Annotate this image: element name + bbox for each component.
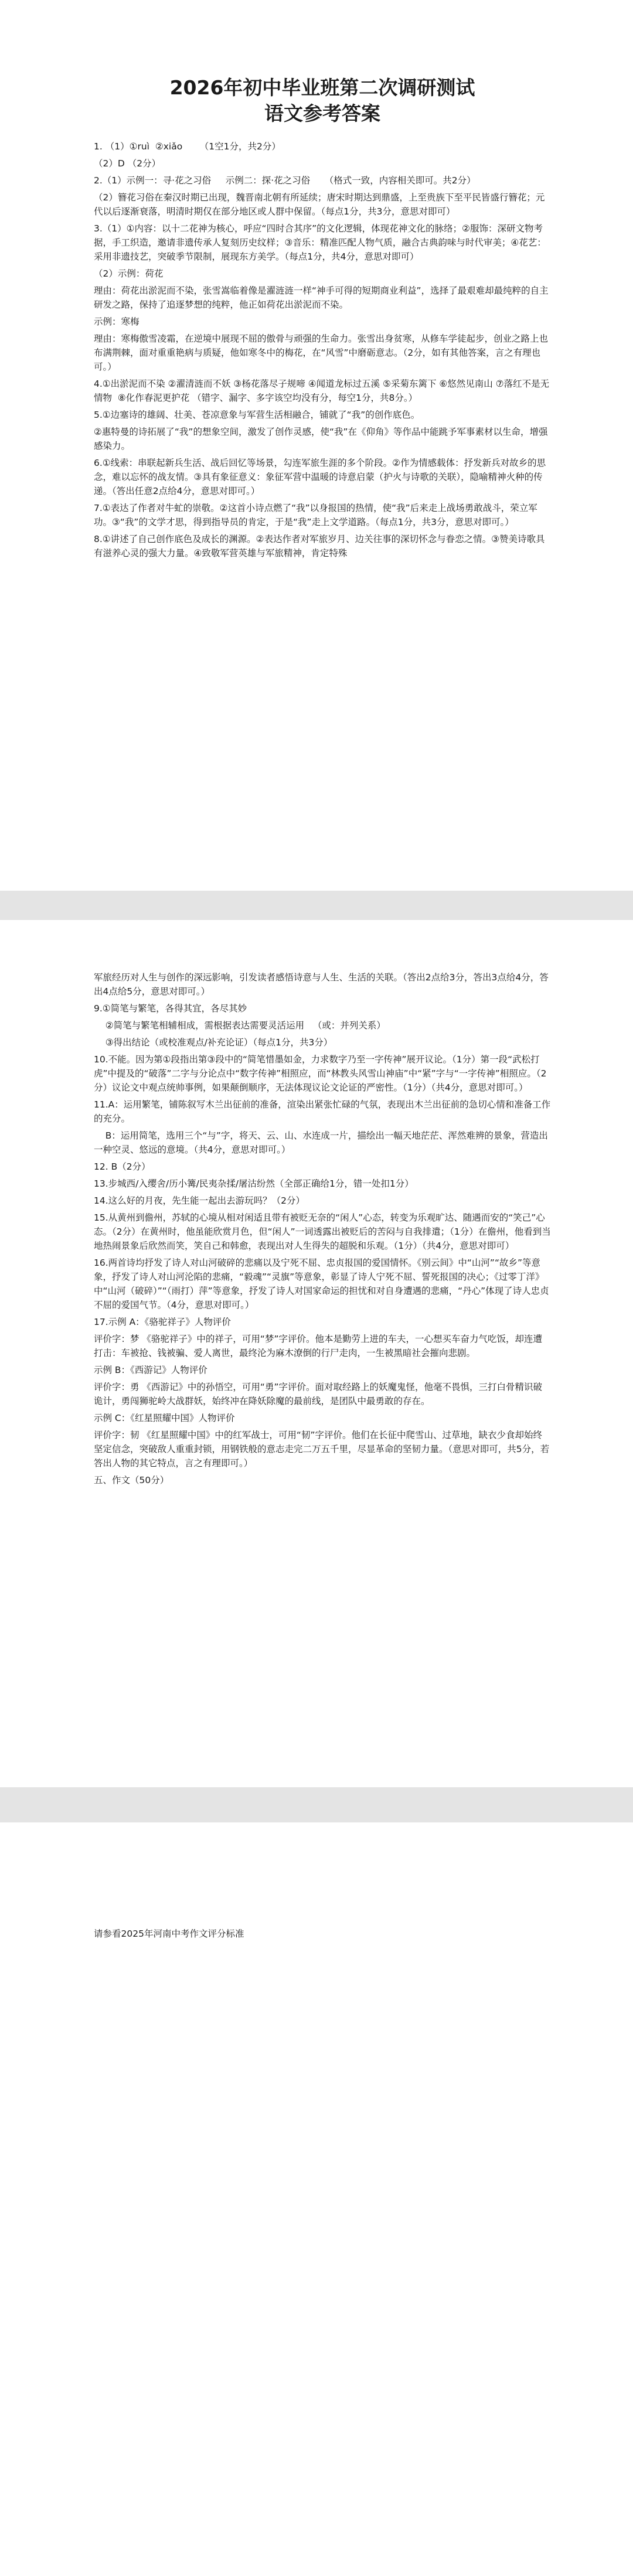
answer-paragraph: 2.（1）示例一：寻·花之习俗 示例二：探·花之习俗 （格式一致，内容相关即可。共2分） xyxy=(94,175,476,186)
answer-page-2 xyxy=(0,920,633,1787)
answer-paragraph: 16.两首诗均抒发了诗人对山河破碎的悲痛以及宁死不屈、忠贞报国的爱国情怀。《别云间》中“山河”“故乡”等意象，抒发了诗人对山河沦陷的悲痛，“毅魂”“灵旗”等意象，彰显了诗人宁死不屈、誓死报国的决心；《过零丁洋》中“山河（破碎）”“（雨打）萍”等意象，抒发了诗人对国家命运的担忧和对自身遭遇的悲痛，“丹心”体现了诗人忠贞不屈的爱国气节。（4分，意思对即可。） xyxy=(94,1258,549,1310)
answer-paragraph: （2）簪花习俗在秦汉时期已出现，魏晋南北朝有所延续；唐宋时期达到鼎盛，上至贵族下至平民皆盛行簪花；元代以后逐渐衰落，明清时期仅在部分地区或人群中保留。（每点1分，共3分，意思对即可） xyxy=(94,192,545,217)
answer-paragraph: 7.①表达了作者对牛虻的崇敬。②这首小诗点燃了“我”以身报国的热情，使“我”后来走上战场勇敢战斗，荣立军功。③“我”的文学才思，得到指导员的肯定，于是“我”走上文学道路。（每点1分，共3分，意思对即可。） xyxy=(94,503,537,527)
answer-paragraph: B：运用简笔，选用三个“与”字，将天、云、山、水连成一片，描绘出一幅天地茫茫、浑然难辨的景象，营造出一种空灵、悠远的意境。（共4分，意思对即可。） xyxy=(94,1130,548,1155)
answer-paragraph: 理由：荷花出淤泥而不染，张雪嵩临着像是濯涟涟一样“神手可得的短期商业利益”，选择了最艰难却最纯粹的自主研发之路，保持了追逐梦想的纯粹，他正如荷花出淤泥而不染。 xyxy=(94,285,549,310)
page-1-body xyxy=(94,139,551,560)
answer-paragraph: 军旅经历对人生与创作的深远影响，引发读者感悟诗意与人生、生活的关联。（答出2点给3分，答出3点给4分，答出4点给5分，意思对即可。） xyxy=(94,972,549,997)
answer-paragraph: 5.①边塞诗的雄阔、壮美、苍凉意象与军营生活相融合，铺就了“我”的创作底色。 xyxy=(94,410,420,420)
answer-paragraph: 请参看2025年河南中考作文评分标准 xyxy=(94,1928,244,1939)
answer-paragraph: 14.这么好的月夜，先生能一起出去游玩吗？（2分） xyxy=(94,1195,305,1206)
answer-paragraph: （2）示例：荷花 xyxy=(94,268,164,279)
page-3-body xyxy=(94,1822,551,1941)
answer-page-1 xyxy=(0,0,633,891)
answer-paragraph: 五、作文（50分） xyxy=(94,1475,169,1485)
answer-paragraph: ③得出结论（或校准观点/补充论证）（每点1分，共3分） xyxy=(94,1037,333,1048)
answer-paragraph: ②简笔与繁笔相辅相成，需根据表达需要灵活运用 （或：并列关系） xyxy=(94,1020,386,1031)
answer-paragraph: 15.从黄州到儋州，苏轼的心境从相对闲适且带有被贬无奈的“闲人”心态，转变为乐观旷达、随遇而安的“笑己”心态。（2分）在黄州时，他虽能欣赏月色，但“闲人”一词透露出被贬后的苦闷与自我排遣；（1分）在儋州，他看到当地热闹景象后欣然而笑，笑自己和韩愈，表现出对人生得失的超脱和乐观。（1分）（共4分，意思对即可） xyxy=(94,1212,551,1251)
answer-paragraph: 6.①线索：串联起新兵生活、战后回忆等场景，勾连军旅生涯的多个阶段。②作为情感载体：抒发新兵对故乡的思念，难以忘怀的战友情。③具有象征意义：象征军营中温暖的诗意启蒙（护火与诗歌的关联），隐喻精神火种的传递。（答出任意2点给4分，意思对即可。） xyxy=(94,458,546,496)
document-subtitle: 语文参考答案 xyxy=(264,102,380,125)
answer-paragraph: 评价字：梦 《骆驼祥子》中的祥子，可用“梦”字评价。他本是勤劳上进的车夫，一心想买车奋力气吃饭，却连遭打击：车被抢、钱被骗、爱人离世，最终沦为麻木潦倒的行尸走肉，一生被黑暗社会摧向悲剧。 xyxy=(94,1334,542,1358)
document-title: 2026年初中毕业班第二次调研测试 xyxy=(169,76,475,99)
answer-paragraph: 评价字：勇 《西游记》中的孙悟空，可用“勇”字评价。面对取经路上的妖魔鬼怪，他毫不畏惧，三打白骨精识破诡计，勇闯狮驼岭大战群妖，始终冲在降妖除魔的最前线，是团队中最勇敢的存在。 xyxy=(94,1382,542,1406)
page-2-body xyxy=(94,920,551,1487)
answer-paragraph: 1. （1）①ruì ②xiǎo （1空1分，共2分） xyxy=(94,141,281,152)
answer-paragraph: 10.不能。因为第①段指出第③段中的“简笔惜墨如金，力求数字乃至一字传神”展开议论。（1分）第一段“武松打虎”中提及的“破落”二字与分论点中“数字传神”相照应，而“林教头风雪山神庙”中“紧”字与“一字传神”相照应。（2分）议论文中观点统帅事例，如果颠倒顺序，无法体现议论文论证的严密性。（1分）（共4分，意思对即可。） xyxy=(94,1054,547,1093)
answer-page-3 xyxy=(0,1822,633,2576)
answer-paragraph: 理由：寒梅傲雪凌霜，在逆境中展现不屈的傲骨与顽强的生命力。张雪出身贫寒，从修车学徒起步，创业之路上也布满荆棘，面对重重艳病与质疑，他如寒冬中的梅花，在“风雪”中磨砺意志。（2分，如有其他答案，言之有理也可。） xyxy=(94,333,549,372)
answer-paragraph: 3.（1）①内容：以十二花神为核心，呼应“四时合其序”的文化逻辑，体现花神文化的脉络；②服饰：深研文物考据，手工织造，邀请非遗传承人复刻历史纹样；③音乐：精准匹配人物气质，融合古典韵味与时代审美；④花艺：采用非遗技艺，突破季节限制，展现东方美学。（每点1分，共4分，意思对即可） xyxy=(94,223,546,262)
answer-paragraph: ②惠特曼的诗拓展了“我”的想象空间，激发了创作灵感，使“我”在《仰角》等作品中能跳予军事素材以生命，增强感染力。 xyxy=(94,427,548,451)
answer-paragraph: 12. B（2分） xyxy=(94,1161,151,1172)
answer-paragraph: 13.步城西/入缨舍/历小篝/民夷杂揉/屠沽纷然（全部正确给1分，错一处扣1分） xyxy=(94,1178,414,1189)
answer-paragraph: 11.A：运用繁笔，铺陈叙写木兰出征前的准备，渲染出紧张忙碌的气氛，表现出木兰出征前的急切心情和准备工作的充分。 xyxy=(94,1099,551,1124)
answer-paragraph: （2）D （2分） xyxy=(94,158,161,169)
answer-paragraph: 示例：寒梅 xyxy=(94,316,139,327)
answer-paragraph: 示例 B：《西游记》人物评价 xyxy=(94,1365,207,1375)
answer-paragraph: 评价字：韧 《红星照耀中国》中的红军战士，可用“韧”字评价。他们在长征中爬雪山、过草地，缺衣少食却始终坚定信念，突破敌人重重封锁，用钢铁般的意志走完二万五千里，尽显革命的坚韧力量。（意思对即可，共5分，若答出人物的其它特点，言之有理即可。） xyxy=(94,1430,550,1468)
answer-paragraph: 示例 C：《红星照耀中国》人物评价 xyxy=(94,1413,235,1423)
answer-paragraph: 17.示例 A：《骆驼祥子》人物评价 xyxy=(94,1317,231,1327)
answer-paragraph: 8.①讲述了自己创作底色及成长的渊源。②表达作者对军旅岁月、边关往事的深切怀念与眷恋之情。③赞美诗歌具有滋养心灵的强大力量。④致敬军营英雄与军旅精神，肯定特殊 xyxy=(94,534,545,558)
answer-paragraph: 9.①简笔与繁笔，各得其宜，各尽其妙 xyxy=(94,1003,247,1014)
answer-paragraph: 4.①出淤泥而不染 ②濯清涟而不妖 ③杨花落尽子规啼 ④闻道龙标过五溪 ⑤采菊东篱下 ⑥悠然见南山 ⑦落红不是无情物 ⑧化作春泥更护花 （错字、漏字、多字该空均没有分，每空1分，共8分。） xyxy=(94,379,550,403)
